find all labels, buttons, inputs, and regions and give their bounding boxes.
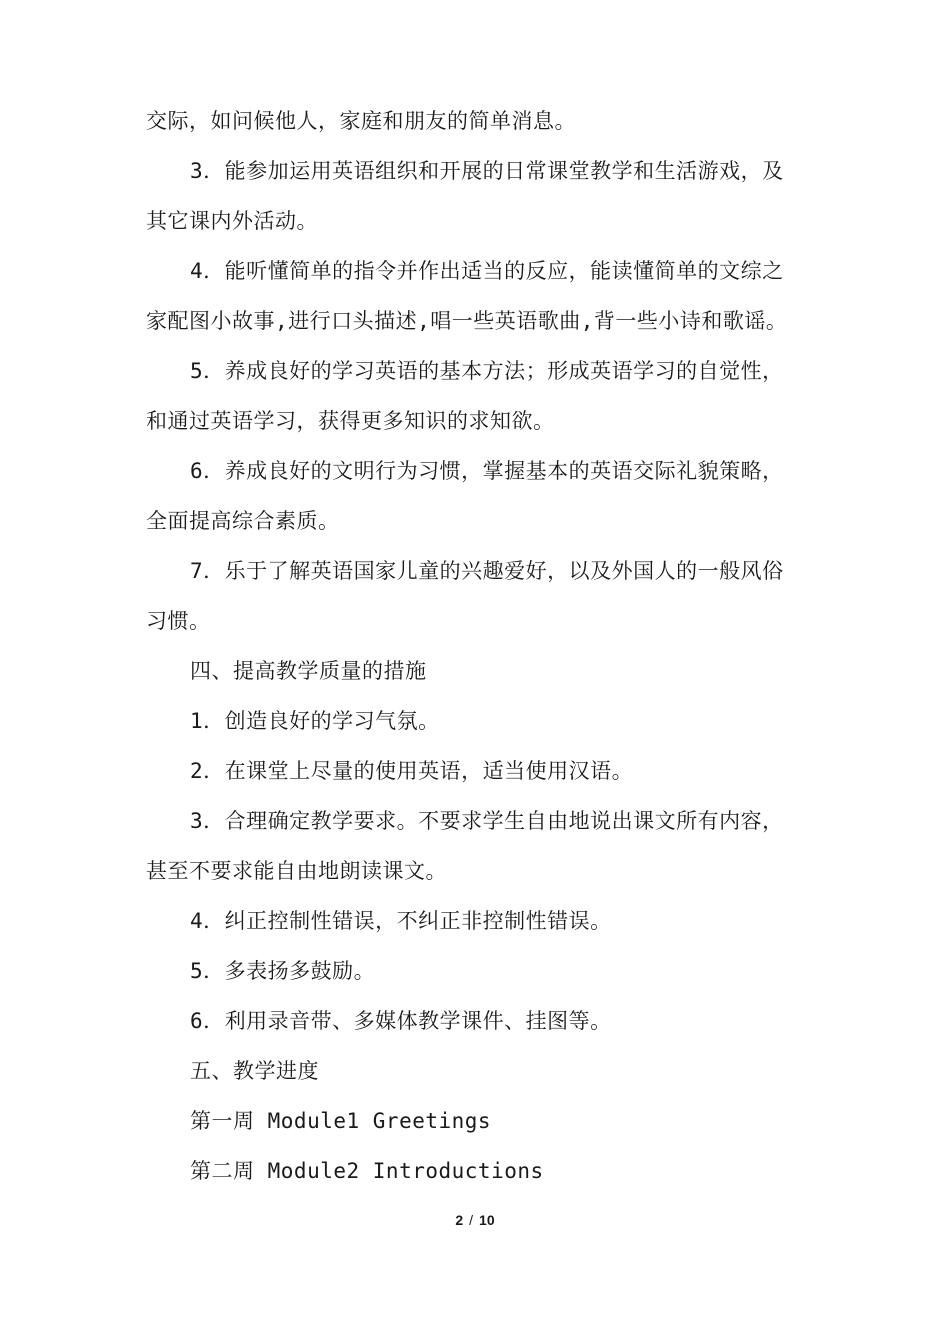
text-line: 2．在课堂上尽量的使用英语，适当使用汉语。: [190, 759, 634, 783]
text-line: 甚至不要求能自由地朗读课文。: [146, 859, 447, 883]
text-line: 4．能听懂简单的指令并作出适当的反应，能读懂简单的文综之: [190, 259, 784, 283]
text-line: 6．利用录音带、多媒体教学课件、挂图等。: [190, 1009, 612, 1033]
text-line: 交际，如问候他人，家庭和朋友的简单消息。: [146, 109, 576, 133]
text-line: 3．合理确定教学要求。不要求学生自由地说出课文所有内容，: [190, 809, 784, 833]
text-line: 5．多表扬多鼓励。: [190, 959, 376, 983]
schedule-line: 第一周 Module1 Greetings: [190, 1109, 492, 1133]
text-line: 5．养成良好的学习英语的基本方法；形成英语学习的自觉性，: [190, 359, 784, 383]
schedule-line: 第二周 Module2 Introductions: [190, 1159, 544, 1183]
text-line: 家配图小故事,进行口头描述,唱一些英语歌曲,背一些小诗和歌谣。: [146, 309, 788, 333]
text-line: 其它课内外活动。: [146, 209, 318, 233]
text-line: 全面提高综合素质。: [146, 509, 340, 533]
text-line: 1．创造良好的学习气氛。: [190, 709, 440, 733]
section-heading: 四、提高教学质量的措施: [190, 659, 427, 683]
total-pages-number: 10: [479, 1212, 495, 1228]
text-line: 3．能参加运用英语组织和开展的日常课堂教学和生活游戏，及: [190, 159, 784, 183]
text-line: 和通过英语学习，获得更多知识的求知欲。: [146, 409, 555, 433]
text-line: 习惯。: [146, 609, 211, 633]
text-line: 4．纠正控制性错误，不纠正非控制性错误。: [190, 909, 612, 933]
text-line: 7．乐于了解英语国家儿童的兴趣爱好，以及外国人的一般风俗: [190, 559, 784, 583]
text-line: 6．养成良好的文明行为习惯，掌握基本的英语交际礼貌策略，: [190, 459, 784, 483]
document-body: [146, 96, 810, 1196]
section-heading: 五、教学进度: [190, 1059, 319, 1083]
page-number-footer: [0, 1212, 950, 1228]
current-page-number: 2: [455, 1212, 464, 1228]
page-separator: /: [469, 1212, 474, 1228]
